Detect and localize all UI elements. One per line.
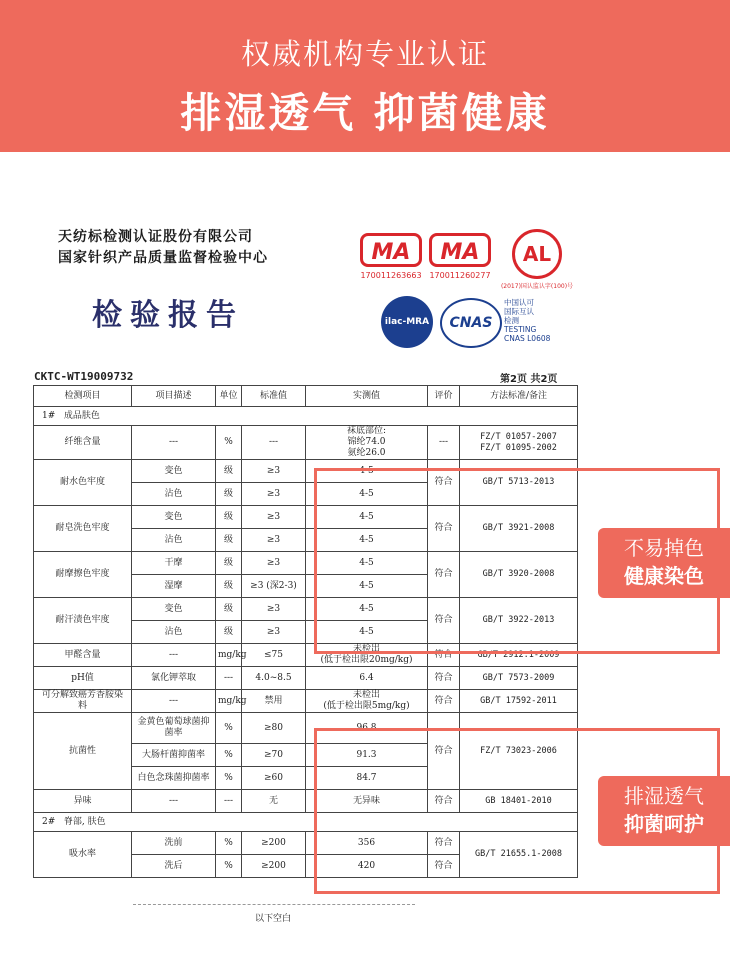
- callout-line-1: 不易掉色: [624, 536, 704, 560]
- unit-cell: ---: [216, 667, 242, 690]
- desc-cell: 洗后: [132, 855, 216, 878]
- desc-cell: ---: [132, 644, 216, 667]
- ma-number-1: 170011263663: [360, 271, 422, 280]
- item-cell: 耐皂洗色牢度: [34, 506, 132, 552]
- desc-cell: [132, 713, 216, 744]
- method-cell: GB/T 7573-2009: [460, 667, 578, 690]
- unit-cell: 级: [216, 529, 242, 552]
- org-line-1: 天纺标检测认证股份有限公司: [58, 229, 253, 245]
- eval-cell: 符合: [428, 460, 460, 506]
- item-cell: 吸水率: [34, 832, 132, 878]
- callout-line-2: 抑菌呵护: [624, 812, 704, 836]
- unit-cell: %: [216, 855, 242, 878]
- eval-cell: 符合: [428, 644, 460, 667]
- unit-cell: mg/kg: [216, 644, 242, 667]
- cal-number: (2017)国认监认字(100)号: [500, 283, 574, 290]
- item-cell: pH值: [34, 667, 132, 690]
- measured-cell: 4-5: [306, 460, 428, 483]
- method-cell: GB/T 3921-2008: [460, 506, 578, 552]
- measured-cell: 91.3: [306, 744, 428, 767]
- item-cell: 异味: [34, 790, 132, 813]
- std-cell: ≥70: [242, 744, 306, 767]
- method-cell: GB/T 3920-2008: [460, 552, 578, 598]
- callout-line-1: 排湿透气: [624, 784, 704, 808]
- measured-cell: 4-5: [306, 552, 428, 575]
- unit-cell: ---: [216, 790, 242, 813]
- method-line: FZ/T 01095-2002: [480, 442, 557, 453]
- table-row: [34, 426, 578, 460]
- cnas-icon: CNAS: [440, 298, 502, 348]
- end-divider: [133, 904, 415, 905]
- desc-cell: 湿摩: [132, 575, 216, 598]
- page-number: 第2页 共2页: [500, 374, 558, 385]
- item-cell: 耐汗渍色牢度: [34, 598, 132, 644]
- eval-cell: 符合: [428, 690, 460, 713]
- section-label: [34, 407, 578, 426]
- eval-cell: 符合: [428, 598, 460, 644]
- eval-cell: 符合: [428, 832, 460, 855]
- item-line: 料: [77, 701, 87, 711]
- report-number: CKTC-WT19009732: [34, 370, 134, 383]
- measured-cell: 420: [306, 855, 428, 878]
- cnas-caption: [504, 298, 550, 343]
- section-name: 脊部, 肤色: [63, 816, 106, 827]
- unit-cell: 级: [216, 506, 242, 529]
- eval-cell: ---: [428, 426, 460, 460]
- unit-cell: 级: [216, 575, 242, 598]
- std-cell: ≤75: [242, 644, 306, 667]
- header-cell: 检测项目: [34, 386, 132, 407]
- measured-cell: 4-5: [306, 529, 428, 552]
- banner-title: 排湿透气 抑菌健康: [180, 89, 550, 137]
- measured-cell: 4-5: [306, 598, 428, 621]
- item-line: 可分解致癌芳香胺染: [41, 690, 123, 700]
- method-cell: GB/T 5713-2013: [460, 460, 578, 506]
- desc-cell: 沾色: [132, 483, 216, 506]
- desc-cell: ---: [132, 426, 216, 460]
- ilac-logo: [381, 296, 433, 348]
- unit-cell: 级: [216, 598, 242, 621]
- std-cell: 4.0~8.5: [242, 667, 306, 690]
- cnas-caption-line: 中国认可: [504, 298, 534, 307]
- unit-cell: 级: [216, 552, 242, 575]
- header-cell: 单位: [216, 386, 242, 407]
- unit-cell: %: [216, 832, 242, 855]
- measured-cell: 4-5: [306, 575, 428, 598]
- header-cell: 方法标准/备注: [460, 386, 578, 407]
- measured-line: 未检出: [352, 644, 380, 654]
- item-cell: 抗菌性: [34, 713, 132, 790]
- std-cell: ≥80: [242, 713, 306, 744]
- std-cell: ≥3: [242, 460, 306, 483]
- table-header-row: [34, 386, 578, 407]
- measured-cell: 356: [306, 832, 428, 855]
- cal-logo: [497, 229, 577, 290]
- unit-cell: 级: [216, 483, 242, 506]
- item-cell: 纤维含量: [34, 426, 132, 460]
- std-cell: ≥200: [242, 855, 306, 878]
- unit-cell: 级: [216, 460, 242, 483]
- method-cell: FZ/T 73023-2006: [460, 713, 578, 790]
- item-cell: 耐水色牢度: [34, 460, 132, 506]
- std-cell: ---: [242, 426, 306, 460]
- std-cell: ≥3: [242, 529, 306, 552]
- cnas-caption-line: TESTING: [504, 325, 537, 334]
- unit-cell: %: [216, 744, 242, 767]
- header-cell: 项目描述: [132, 386, 216, 407]
- eval-cell: 符合: [428, 506, 460, 552]
- measured-cell: [306, 426, 428, 460]
- desc-cell: 干摩: [132, 552, 216, 575]
- unit-cell: 级: [216, 621, 242, 644]
- report-title: 检验报告: [92, 298, 244, 333]
- std-cell: ≥3: [242, 598, 306, 621]
- desc-cell: 大肠杆菌抑菌率: [132, 744, 216, 767]
- org-line-2: 国家针织产品质量监督检验中心: [58, 250, 268, 266]
- std-cell: ≥200: [242, 832, 306, 855]
- std-cell: 无: [242, 790, 306, 813]
- callout-colorfastness: [598, 528, 730, 598]
- desc-cell: ---: [132, 790, 216, 813]
- desc-cell: 变色: [132, 598, 216, 621]
- table-row: [34, 667, 578, 690]
- desc-cell: ---: [132, 690, 216, 713]
- desc-cell: 沾色: [132, 621, 216, 644]
- top-banner: [0, 0, 730, 152]
- eval-cell: 符合: [428, 790, 460, 813]
- callout-line-2: 健康染色: [624, 564, 704, 588]
- measured-cell: 84.7: [306, 767, 428, 790]
- eval-cell: 符合: [428, 552, 460, 598]
- method-cell: GB/T 21655.1-2008: [460, 832, 578, 878]
- table-row: [34, 690, 578, 713]
- std-cell: ≥60: [242, 767, 306, 790]
- header-cell: 评价: [428, 386, 460, 407]
- ma-icon: MA: [429, 233, 491, 267]
- std-cell: ≥3: [242, 506, 306, 529]
- measured-cell: 4-5: [306, 621, 428, 644]
- section-row: [34, 407, 578, 426]
- measured-cell: 6.4: [306, 667, 428, 690]
- unit-cell: %: [216, 426, 242, 460]
- measured-cell: 无异味: [306, 790, 428, 813]
- banner-subtitle: 权威机构专业认证: [240, 37, 489, 71]
- ma-logo-2: [429, 233, 491, 280]
- desc-line: 金黄色葡萄球菌抑: [137, 717, 210, 727]
- std-cell: ≥3 (深2-3): [242, 575, 306, 598]
- method-cell: GB/T 2912.1-2009: [460, 644, 578, 667]
- issuing-organization: [58, 227, 268, 269]
- ma-icon: MA: [360, 233, 422, 267]
- cnas-caption-line: 国际互认: [504, 307, 534, 316]
- eval-cell: 符合: [428, 855, 460, 878]
- std-cell: ≥3: [242, 552, 306, 575]
- measured-line: 氨纶26.0: [347, 448, 386, 458]
- method-cell: GB 18401-2010: [460, 790, 578, 813]
- eval-cell: 符合: [428, 667, 460, 690]
- unit-cell: %: [216, 767, 242, 790]
- section-number: 1#: [42, 410, 56, 421]
- desc-cell: 沾色: [132, 529, 216, 552]
- measured-cell: 4-5: [306, 506, 428, 529]
- measured-line: 锦纶74.0: [347, 437, 386, 447]
- method-cell: GB/T 3922-2013: [460, 598, 578, 644]
- item-cell: [34, 690, 132, 713]
- method-line: FZ/T 01057-2007: [480, 431, 557, 442]
- item-cell: 甲醛含量: [34, 644, 132, 667]
- desc-cell: 变色: [132, 460, 216, 483]
- measured-cell: [306, 690, 428, 713]
- method-cell: GB/T 17592-2011: [460, 690, 578, 713]
- ma-logo-1: [360, 233, 422, 280]
- measured-line: (低于检出限5mg/kg): [323, 701, 410, 711]
- unit-cell: %: [216, 713, 242, 744]
- desc-line: 菌率: [164, 728, 183, 738]
- cnas-caption-line: 检测: [504, 316, 519, 325]
- header-cell: 标准值: [242, 386, 306, 407]
- ilac-mra-icon: ilac-MRA: [381, 296, 433, 348]
- measured-cell: 96.8: [306, 713, 428, 744]
- desc-cell: 洗前: [132, 832, 216, 855]
- desc-cell: 变色: [132, 506, 216, 529]
- std-cell: ≥3: [242, 483, 306, 506]
- cnas-logo: [440, 298, 502, 348]
- ma-number-2: 170011260277: [429, 271, 491, 280]
- method-cell: [460, 426, 578, 460]
- unit-cell: mg/kg: [216, 690, 242, 713]
- section-name: 成品肤色: [63, 410, 100, 421]
- item-cell: 耐摩擦色牢度: [34, 552, 132, 598]
- std-cell: 禁用: [242, 690, 306, 713]
- section-number: 2#: [42, 816, 56, 827]
- measured-line: 未检出: [352, 690, 380, 700]
- callout-antibacterial: [598, 776, 730, 846]
- measured-line: (低于检出限20mg/kg): [320, 655, 413, 665]
- eval-cell: 符合: [428, 713, 460, 790]
- cnas-caption-line: CNAS L0608: [504, 334, 551, 343]
- end-note: 以下空白: [255, 914, 292, 924]
- header-cell: 实测值: [306, 386, 428, 407]
- measured-line: 袜底部位:: [346, 426, 387, 436]
- cal-icon: AL: [512, 229, 562, 279]
- desc-cell: 白色念珠菌抑菌率: [132, 767, 216, 790]
- desc-cell: 氯化钾萃取: [132, 667, 216, 690]
- std-cell: ≥3: [242, 621, 306, 644]
- measured-cell: 4-5: [306, 483, 428, 506]
